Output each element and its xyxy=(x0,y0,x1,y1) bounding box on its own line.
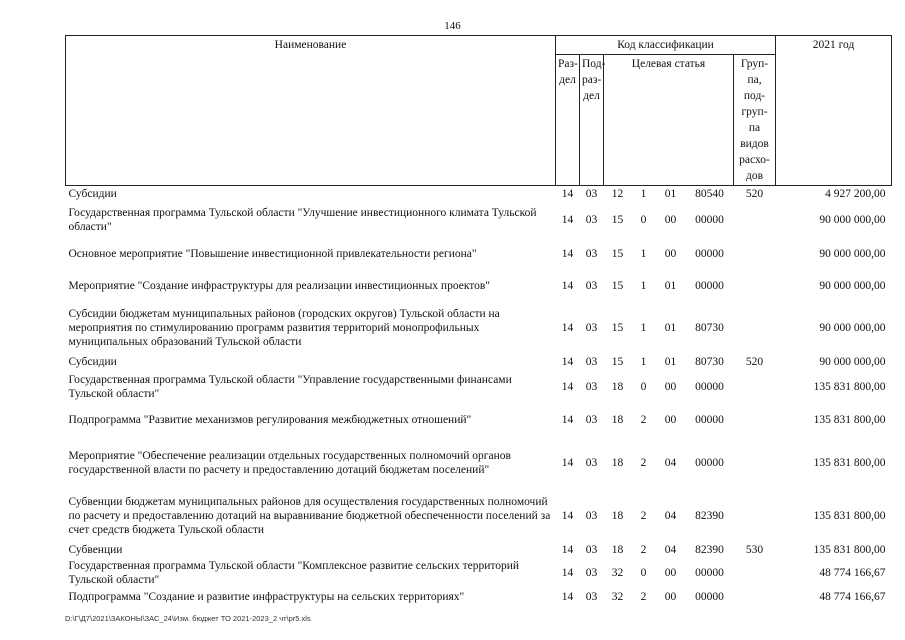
row-direction: 00000 xyxy=(695,247,724,260)
row-group xyxy=(734,370,776,404)
row-direction: 80730 xyxy=(695,355,724,368)
table-row xyxy=(66,186,892,202)
row-razdel: 14 xyxy=(561,247,574,260)
row-event: 01 xyxy=(664,321,677,334)
row-group xyxy=(734,238,776,270)
row-event: 00 xyxy=(664,213,677,226)
row-group: 530 xyxy=(745,543,764,556)
row-subprogram: 2 xyxy=(640,509,647,522)
header-row-1 xyxy=(66,36,892,55)
row-program: 15 xyxy=(611,279,624,292)
budget-table xyxy=(65,35,892,606)
row-group xyxy=(734,270,776,302)
header-gruppa: Груп- па, под- груп- па видов расхо- дов xyxy=(734,55,776,186)
row-direction: 80730 xyxy=(695,321,724,334)
row-subprogram: 0 xyxy=(640,213,647,226)
table-row xyxy=(66,370,892,404)
table-row xyxy=(66,270,892,302)
row-name: Субвенции бюджетам муниципальных районов для осуществления государственных полномочий по расчету и предоставлению дотаций на выравнивание бюджетной обеспеченности поселений за счет средств бюджета Тульской области xyxy=(68,495,551,536)
row-subprogram: 1 xyxy=(640,279,647,292)
row-name: Государственная программа Тульской области "Управление государственными финансами Тульской области" xyxy=(68,373,512,400)
row-event: 01 xyxy=(664,279,677,292)
row-razdel: 14 xyxy=(561,413,574,426)
row-podrazdel: 03 xyxy=(585,247,598,260)
row-group xyxy=(734,436,776,490)
table-row xyxy=(66,238,892,270)
table-row xyxy=(66,490,892,542)
row-amount: 90 000 000,00 xyxy=(819,321,886,334)
header-razdel: Раз- дел xyxy=(556,55,580,186)
row-amount: 48 774 166,67 xyxy=(819,590,886,603)
row-direction: 00000 xyxy=(695,590,724,603)
row-event: 01 xyxy=(664,187,677,200)
row-group xyxy=(734,558,776,588)
row-subprogram: 1 xyxy=(640,355,647,368)
row-group xyxy=(734,490,776,542)
row-name: Государственная программа Тульской области "Комплексное развитие сельских территорий Тульской области" xyxy=(68,559,520,586)
header-code: Код классификации xyxy=(556,36,776,55)
row-program: 18 xyxy=(611,509,624,522)
row-direction: 00000 xyxy=(695,213,724,226)
row-razdel: 14 xyxy=(561,509,574,522)
row-program: 15 xyxy=(611,321,624,334)
row-subprogram: 2 xyxy=(640,543,647,556)
row-razdel: 14 xyxy=(561,213,574,226)
row-event: 00 xyxy=(664,413,677,426)
row-podrazdel: 03 xyxy=(585,187,598,200)
row-program: 32 xyxy=(611,590,624,603)
row-program: 18 xyxy=(611,413,624,426)
header-year: 2021 год xyxy=(776,36,892,186)
row-name: Государственная программа Тульской области "Улучшение инвестиционного климата Тульской области" xyxy=(68,206,537,233)
row-razdel: 14 xyxy=(561,543,574,556)
table-row xyxy=(66,302,892,354)
row-podrazdel: 03 xyxy=(585,279,598,292)
row-amount: 90 000 000,00 xyxy=(819,247,886,260)
row-name: Мероприятие "Создание инфраструктуры для реализации инвестиционных проектов" xyxy=(68,279,491,292)
row-subprogram: 1 xyxy=(640,321,647,334)
row-group xyxy=(734,404,776,436)
row-direction: 00000 xyxy=(695,279,724,292)
row-event: 00 xyxy=(664,247,677,260)
row-direction: 00000 xyxy=(695,456,724,469)
row-amount: 135 831 800,00 xyxy=(813,413,886,426)
row-razdel: 14 xyxy=(561,279,574,292)
row-amount: 135 831 800,00 xyxy=(813,456,886,469)
table-row xyxy=(66,542,892,558)
row-direction: 82390 xyxy=(695,509,724,522)
row-podrazdel: 03 xyxy=(585,590,598,603)
row-program: 32 xyxy=(611,566,624,579)
row-program: 18 xyxy=(611,543,624,556)
row-group: 520 xyxy=(745,187,764,200)
row-program: 15 xyxy=(611,247,624,260)
row-event: 04 xyxy=(664,509,677,522)
row-amount: 135 831 800,00 xyxy=(813,380,886,393)
row-program: 15 xyxy=(611,213,624,226)
row-amount: 135 831 800,00 xyxy=(813,509,886,522)
row-name: Основное мероприятие "Повышение инвестиционной привлекательности региона" xyxy=(68,247,477,260)
row-name: Подпрограмма "Создание и развитие инфраструктуры на сельских территориях" xyxy=(68,590,465,603)
row-razdel: 14 xyxy=(561,456,574,469)
row-program: 18 xyxy=(611,380,624,393)
row-razdel: 14 xyxy=(561,380,574,393)
row-name: Субсидии xyxy=(68,355,117,368)
table-row xyxy=(66,354,892,370)
row-event: 00 xyxy=(664,380,677,393)
row-razdel: 14 xyxy=(561,321,574,334)
row-group: 520 xyxy=(745,355,764,368)
row-razdel: 14 xyxy=(561,566,574,579)
table-row xyxy=(66,588,892,606)
row-direction: 00000 xyxy=(695,380,724,393)
file-path: D:\Г\Д7\2021\ЗАКОНЫ\ЗАС_24\Изм. бюджет ТО 2021-2023_2 чт\pr5.xls xyxy=(65,614,311,623)
row-amount: 48 774 166,67 xyxy=(819,566,886,579)
row-event: 00 xyxy=(664,566,677,579)
row-podrazdel: 03 xyxy=(585,456,598,469)
row-podrazdel: 03 xyxy=(585,380,598,393)
row-event: 01 xyxy=(664,355,677,368)
table-body xyxy=(66,186,892,606)
header-podrazdel: Под- раз- дел xyxy=(580,55,604,186)
table-row xyxy=(66,436,892,490)
row-name: Субсидии бюджетам муниципальных районов (городских округов) Тульской области на мероприятия по стимулированию программ развития территорий монопрофильных муниципальных образований Тульской области xyxy=(68,307,500,348)
row-amount: 90 000 000,00 xyxy=(819,355,886,368)
row-program: 18 xyxy=(611,456,624,469)
row-event: 04 xyxy=(664,456,677,469)
table-row xyxy=(66,404,892,436)
row-name: Субвенции xyxy=(68,543,123,556)
row-podrazdel: 03 xyxy=(585,543,598,556)
row-amount: 135 831 800,00 xyxy=(813,543,886,556)
row-subprogram: 0 xyxy=(640,566,647,579)
header-celevaya: Целевая статья xyxy=(604,55,734,186)
row-event: 04 xyxy=(664,543,677,556)
row-name: Субсидии xyxy=(68,187,117,200)
row-direction: 00000 xyxy=(695,413,724,426)
row-direction: 00000 xyxy=(695,566,724,579)
row-podrazdel: 03 xyxy=(585,355,598,368)
row-amount: 90 000 000,00 xyxy=(819,279,886,292)
header-name: Наименование xyxy=(66,36,556,186)
row-podrazdel: 03 xyxy=(585,509,598,522)
row-podrazdel: 03 xyxy=(585,321,598,334)
row-podrazdel: 03 xyxy=(585,213,598,226)
row-group xyxy=(734,588,776,606)
row-subprogram: 2 xyxy=(640,456,647,469)
table-row xyxy=(66,202,892,238)
row-program: 12 xyxy=(611,187,624,200)
row-group xyxy=(734,202,776,238)
page-number: 146 xyxy=(444,20,461,32)
row-subprogram: 1 xyxy=(640,187,647,200)
row-direction: 80540 xyxy=(695,187,724,200)
row-razdel: 14 xyxy=(561,187,574,200)
row-name: Подпрограмма "Развитие механизмов регулирования межбюджетных отношений" xyxy=(68,413,472,426)
row-name: Мероприятие "Обеспечение реализации отдельных государственных полномочий органов государственной власти по расчету и предоставлению дотаций бюджетам поселений" xyxy=(68,449,511,476)
row-program: 15 xyxy=(611,355,624,368)
row-podrazdel: 03 xyxy=(585,413,598,426)
row-subprogram: 2 xyxy=(640,590,647,603)
row-podrazdel: 03 xyxy=(585,566,598,579)
row-subprogram: 0 xyxy=(640,380,647,393)
row-subprogram: 2 xyxy=(640,413,647,426)
row-subprogram: 1 xyxy=(640,247,647,260)
row-razdel: 14 xyxy=(561,355,574,368)
row-razdel: 14 xyxy=(561,590,574,603)
row-direction: 82390 xyxy=(695,543,724,556)
row-group xyxy=(734,302,776,354)
row-event: 00 xyxy=(664,590,677,603)
row-amount: 90 000 000,00 xyxy=(819,213,886,226)
row-amount: 4 927 200,00 xyxy=(825,187,886,200)
table-row xyxy=(66,558,892,588)
